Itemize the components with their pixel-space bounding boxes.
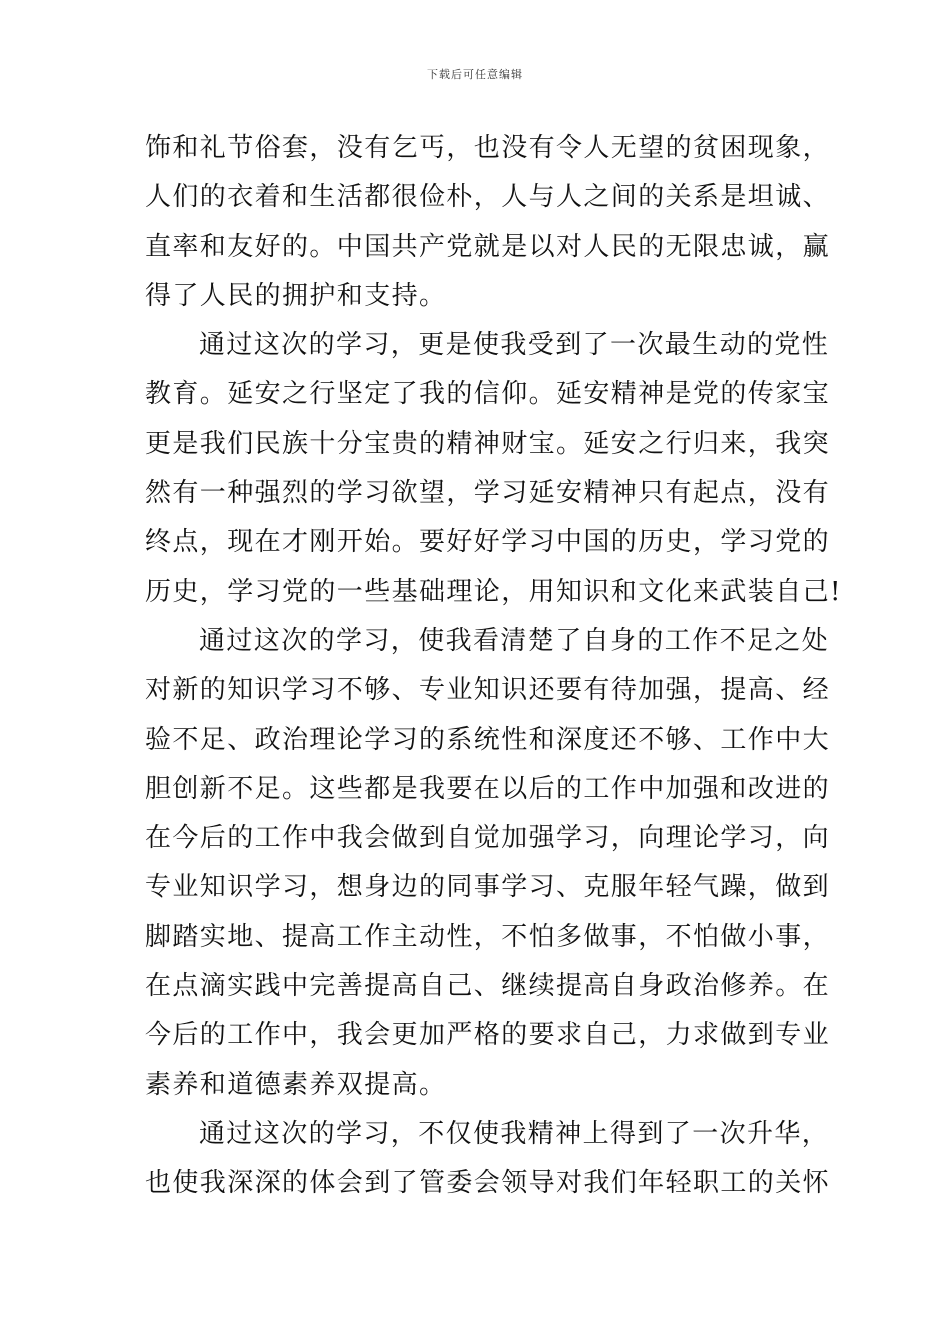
text-line: 素养和道德素养双提高。 bbox=[145, 1069, 447, 1100]
paragraph-first-line: 通过这次的学习，使我看清楚了自身的工作不足之处 bbox=[199, 625, 830, 656]
text-line: 更是我们民族十分宝贵的精神财宝。延安之行归来，我突 bbox=[145, 428, 831, 459]
text-line: 胆创新不足。这些都是我要在以后的工作中加强和改进的 bbox=[145, 773, 831, 804]
paragraph-first-line: 通过这次的学习，不仅使我精神上得到了一次升华， bbox=[199, 1118, 830, 1149]
document-body bbox=[145, 124, 842, 1209]
text-line: 直率和友好的。中国共产党就是以对人民的无限忠诚，赢 bbox=[145, 231, 831, 262]
text-line: 人们的衣着和生活都很俭朴，人与人之间的关系是坦诚、 bbox=[145, 182, 831, 213]
text-line: 教育。延安之行坚定了我的信仰。延安精神是党的传家宝 bbox=[145, 379, 831, 410]
text-line: 饰和礼节俗套，没有乞丐，也没有令人无望的贫困现象， bbox=[145, 133, 831, 163]
text-line: 今后的工作中，我会更加严格的要求自己，力求做到专业 bbox=[145, 1020, 831, 1051]
text-line: 然有一种强烈的学习欲望，学习延安精神只有起点，没有 bbox=[145, 478, 831, 509]
text-line: 验不足、政治理论学习的系统性和深度还不够、工作中大 bbox=[145, 724, 831, 755]
text-line: 专业知识学习，想身边的同事学习、克服年轻气躁，做到 bbox=[145, 872, 831, 903]
page-header: 下载后可任意编辑 bbox=[427, 68, 523, 81]
text-line: 终点，现在才刚开始。要好好学习中国的历史，学习党的 bbox=[145, 527, 831, 558]
text-line: 得了人民的拥护和支持。 bbox=[145, 280, 447, 311]
text-line: 对新的知识学习不够、专业知识还要有待加强，提高、经 bbox=[145, 675, 831, 706]
text-line: 在点滴实践中完善提高自己、继续提高自身政治修养。在 bbox=[145, 971, 831, 1002]
text-line: 也使我深深的体会到了管委会领导对我们年轻职工的关怀 bbox=[145, 1168, 831, 1199]
text-line: 在今后的工作中我会做到自觉加强学习，向理论学习，向 bbox=[145, 823, 831, 854]
paragraph-first-line: 通过这次的学习，更是使我受到了一次最生动的党性 bbox=[199, 330, 830, 361]
text-line: 历史，学习党的一些基础理论，用知识和文化来武装自己! bbox=[145, 576, 842, 607]
text-line: 脚踏实地、提高工作主动性，不怕多做事，不怕做小事， bbox=[145, 921, 831, 952]
